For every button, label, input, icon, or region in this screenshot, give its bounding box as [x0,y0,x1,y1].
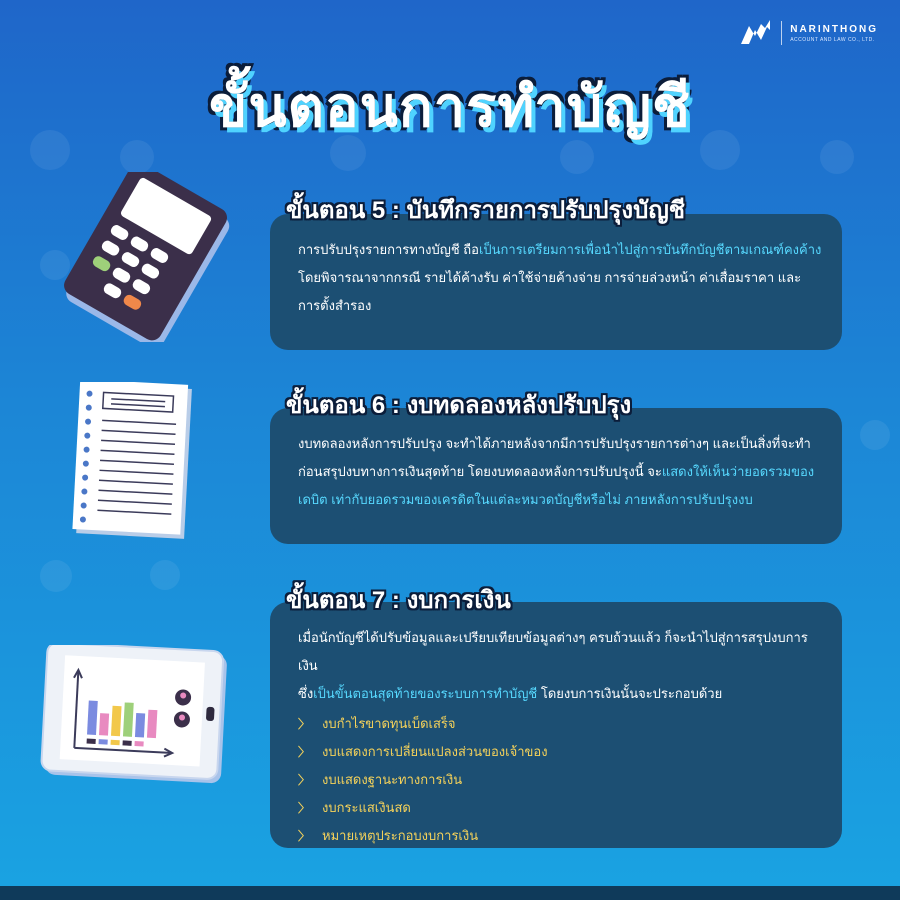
step-6-highlight-2: เดบิต เท่ากับยอดรวมของเครดิตในแต่ละหมวดบัญชีหรือไม่ ภายหลังการปรับปรุงงบ [298,492,753,507]
step-5-text-2: โดยพิจารณาจากกรณี รายได้ค้างรับ ค่าใช้จ่ายค้างจ่าย การจ่ายล่วงหน้า ค่าเสื่อมราคา และ [298,270,802,285]
logo-divider [781,21,782,45]
step-7-highlight: เป็นขั้นตอนสุดท้ายของระบบการทำบัญชี [313,686,538,701]
step-6-card [270,408,842,544]
step-5-highlight: เป็นการเตรียมการเพื่อนำไปสู่การบันทึกบัญชีตามเกณฑ์คงค้าง [478,242,822,257]
notepad-icon [70,382,195,542]
logo-mark-icon [739,20,773,46]
step-7-text-2 [298,680,822,708]
bullet-icon: 〉 [298,829,311,843]
step-7-title: ขั้นตอน 7 : งบการเงิน [286,587,511,614]
step-6-text-2 [298,458,822,486]
list-item [298,766,822,794]
page-title: ขั้นตอนการทำบัญชี [209,75,691,138]
footer-bar [0,886,900,900]
step-7-card [270,602,842,848]
bullet-icon: 〉 [298,745,311,759]
list-item [298,710,822,738]
list-item [298,822,822,850]
list-item-label: หมายเหตุประกอบงบการเงิน [322,828,479,843]
step-7-text-b: ซึ่ง [298,686,314,701]
step-5-card [270,214,842,350]
step-5-text [298,236,822,264]
list-item-label: งบกระแสเงินสด [322,800,411,815]
list-item [298,794,822,822]
tablet-chart-icon [40,645,230,790]
list-item-label: งบแสดงฐานะทางการเงิน [322,772,463,787]
step-6-title: ขั้นตอน 6 : งบทดลองหลังปรับปรุง [286,392,632,419]
brand-subtitle: ACCOUNT AND LAW CO., LTD. [790,36,875,43]
step-6-text: งบทดลองหลังการปรับปรุง จะทำได้ภายหลังจากมีการปรับปรุงรายการต่างๆ และเป็นสิ่งที่จะทำ [298,436,811,451]
list-item-label: งบกำไรขาดทุนเบ็ดเสร็จ [322,716,456,731]
list-item [298,738,822,766]
brand-name: NARINTHONG [790,23,878,35]
step-7-text-c: โดยงบการเงินนั้นจะประกอบด้วย [537,686,723,701]
step-6-text-b: ก่อนสรุปงบทางการเงินสุดท้าย โดยงบทดลองหลังการปรับปรุงนี้ จะ [298,464,662,479]
step-5-title: ขั้นตอน 5 : บันทึกรายการปรับปรุงบัญชี [286,197,686,224]
logo-text [790,24,878,43]
list-item-label: งบแสดงการเปลี่ยนแปลงส่วนของเจ้าของ [322,744,548,759]
step-7-text: เมื่อนักบัญชีได้ปรับข้อมูลและเปรียบเทียบข้อมูลต่างๆ ครบถ้วนแล้ว ก็จะนำไปสู่การสรุปงบการเงิน [298,630,808,673]
financial-statements-list [298,710,822,850]
bullet-icon: 〉 [298,717,311,731]
step-6-highlight: แสดงให้เห็นว่ายอดรวมของ [661,464,815,479]
bullet-icon: 〉 [298,773,311,787]
calculator-icon [52,172,242,342]
brand-logo [739,20,878,46]
step-5-text-a: การปรับปรุงรายการทางบัญชี ถือ [298,242,479,257]
bullet-icon: 〉 [298,801,311,815]
step-5-text-3: การตั้งสำรอง [298,298,372,313]
